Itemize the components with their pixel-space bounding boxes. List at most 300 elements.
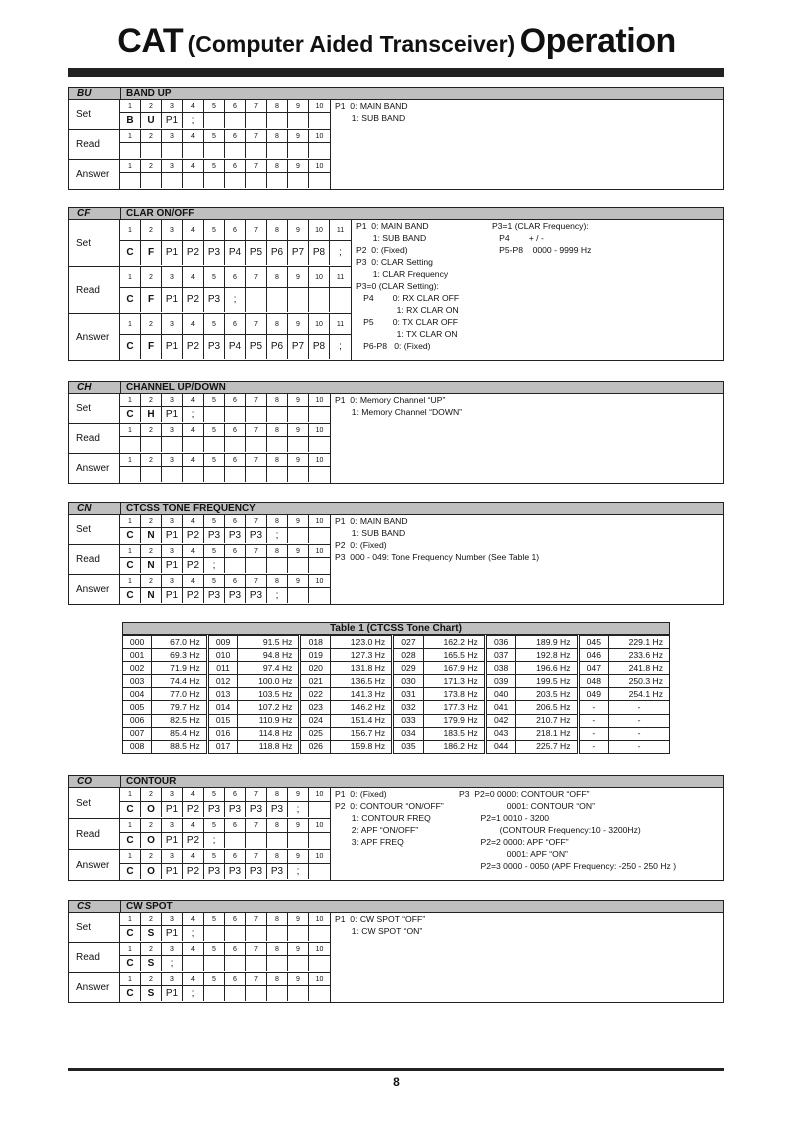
param-cell: S xyxy=(141,986,162,1001)
position-number: 10 xyxy=(309,973,330,986)
position-number: 3 xyxy=(162,545,183,558)
position-number: 8 xyxy=(267,515,288,528)
param-cell xyxy=(288,437,309,452)
position-number: 6 xyxy=(225,130,246,143)
param-cell: ; xyxy=(267,588,288,603)
position-number: 7 xyxy=(246,220,267,241)
tone-number: 035 xyxy=(393,740,424,753)
format-row xyxy=(69,130,330,160)
tone-number: 024 xyxy=(300,714,331,727)
position-number: 6 xyxy=(225,394,246,407)
page-title xyxy=(0,22,793,61)
param-cell xyxy=(204,956,225,971)
param-cell xyxy=(120,437,141,452)
position-number: 8 xyxy=(267,850,288,864)
position-number: 2 xyxy=(141,913,162,926)
position-number: 7 xyxy=(246,454,267,467)
position-number: 8 xyxy=(267,575,288,588)
position-number: 10 xyxy=(309,267,330,288)
command-code: CN xyxy=(69,503,121,514)
section-cs xyxy=(68,900,724,1003)
param-cell: ; xyxy=(339,341,342,352)
position-number: 8 xyxy=(267,545,288,558)
position-number: 9 xyxy=(288,267,309,288)
tone-number: 027 xyxy=(393,636,424,649)
param-cell xyxy=(204,926,225,941)
tone-frequency: 177.3 Hz xyxy=(423,701,485,714)
position-number: 9 xyxy=(288,575,309,588)
tone-frequency: 97.4 Hz xyxy=(238,662,300,675)
section-header xyxy=(68,207,724,220)
position-number: 9 xyxy=(288,943,309,956)
position-number: 8 xyxy=(267,788,288,802)
tone-frequency: 107.2 Hz xyxy=(238,701,300,714)
param-cell: P2 xyxy=(183,588,204,603)
position-number: 6 xyxy=(225,575,246,588)
param-cell: ; xyxy=(204,558,225,573)
param-cell xyxy=(225,558,246,573)
note-line: 1: Memory Channel “DOWN” xyxy=(335,407,463,417)
param-cell: ; xyxy=(183,926,204,941)
format-grid xyxy=(69,788,331,880)
tone-frequency: 254.1 Hz xyxy=(609,688,670,701)
param-cell xyxy=(309,802,330,817)
param-cell xyxy=(288,467,309,482)
position-number: 4 xyxy=(183,788,204,802)
param-cell xyxy=(309,956,330,971)
format-row xyxy=(69,267,351,314)
note-line: P6-P8 0: (Fixed) xyxy=(356,341,431,351)
tone-number: 015 xyxy=(207,714,238,727)
position-number: 7 xyxy=(246,819,267,833)
param-cell xyxy=(267,173,288,188)
format-grid xyxy=(69,394,331,483)
param-cells xyxy=(120,943,330,972)
param-cells xyxy=(120,973,330,1002)
param-cell: N xyxy=(141,528,162,543)
tone-frequency: 123.0 Hz xyxy=(331,636,393,649)
tone-number: 029 xyxy=(393,662,424,675)
position-number: 5 xyxy=(204,788,225,802)
tone-number: 020 xyxy=(300,662,331,675)
param-cell: ; xyxy=(288,864,309,879)
note-line: P3 P2=0 0000: CONTOUR “OFF” xyxy=(459,789,590,799)
tone-number: 014 xyxy=(207,701,238,714)
param-cell: P5 xyxy=(246,335,267,359)
position-number: 5 xyxy=(204,515,225,528)
position-number: 2 xyxy=(141,575,162,588)
tone-frequency: 196.6 Hz xyxy=(516,662,578,675)
param-cell xyxy=(225,173,246,188)
position-number: 7 xyxy=(246,575,267,588)
row-label: Set xyxy=(69,100,120,129)
param-cell: P3 xyxy=(225,802,246,817)
footer-rule xyxy=(68,1068,724,1071)
position-number: 5 xyxy=(204,394,225,407)
tone-number: 007 xyxy=(123,727,152,740)
tone-frequency: 171.3 Hz xyxy=(423,675,485,688)
tone-frequency: 189.9 Hz xyxy=(516,636,578,649)
param-cells xyxy=(120,220,351,266)
tone-number: 023 xyxy=(300,701,331,714)
note-line: P1 0: CW SPOT “OFF” xyxy=(335,914,426,924)
param-cell xyxy=(288,528,309,543)
tone-number: 006 xyxy=(123,714,152,727)
tone-frequency: 146.2 Hz xyxy=(331,701,393,714)
param-cell xyxy=(309,986,330,1001)
position-number: 6 xyxy=(225,454,246,467)
position-number: 4 xyxy=(183,973,204,986)
table-row xyxy=(123,701,670,714)
param-cell xyxy=(141,173,162,188)
note-line: 1: RX CLAR ON xyxy=(356,305,459,315)
position-number: 9 xyxy=(288,314,309,335)
tone-frequency: 233.6 Hz xyxy=(609,649,670,662)
position-number: 5 xyxy=(204,130,225,143)
param-cell: P2 xyxy=(183,802,204,817)
param-cell xyxy=(267,926,288,941)
format-row xyxy=(69,545,330,575)
param-cell: P1 xyxy=(162,241,183,265)
table-row xyxy=(123,662,670,675)
param-cell: F xyxy=(141,241,162,265)
param-cell xyxy=(204,173,225,188)
tone-number: 000 xyxy=(123,636,152,649)
param-cell: P6 xyxy=(267,335,288,359)
position-number: 10 xyxy=(309,130,330,143)
param-cell xyxy=(288,986,309,1001)
param-cell: C xyxy=(120,956,141,971)
param-cell xyxy=(246,173,267,188)
param-cell xyxy=(204,407,225,422)
note-line: 1: CLAR Frequency xyxy=(356,269,449,279)
tone-frequency: 162.2 Hz xyxy=(423,636,485,649)
tone-number: 025 xyxy=(300,727,331,740)
position-number: 4 xyxy=(183,267,204,288)
position-number: 6 xyxy=(225,100,246,113)
tone-frequency: 206.5 Hz xyxy=(516,701,578,714)
command-code: CO xyxy=(69,776,121,787)
position-number: 2 xyxy=(141,267,162,288)
table-row xyxy=(123,740,670,753)
param-cell xyxy=(288,407,309,422)
param-cell xyxy=(288,926,309,941)
param-cell xyxy=(246,467,267,482)
param-cell xyxy=(225,986,246,1001)
param-cell xyxy=(267,558,288,573)
param-cell: P1 xyxy=(162,288,183,312)
row-label: Read xyxy=(69,819,120,849)
row-label: Answer xyxy=(69,850,120,880)
position-number: 6 xyxy=(225,973,246,986)
position-number: 7 xyxy=(246,100,267,113)
format-row xyxy=(69,314,351,360)
position-number: 2 xyxy=(141,943,162,956)
command-name: CHANNEL UP/DOWN xyxy=(126,382,226,393)
param-cell: P5 xyxy=(246,241,267,265)
tone-frequency: 156.7 Hz xyxy=(331,727,393,740)
command-code: CS xyxy=(69,901,121,912)
tone-number: 002 xyxy=(123,662,152,675)
position-number: 6 xyxy=(225,913,246,926)
command-code: BU xyxy=(69,88,121,99)
tone-number: 001 xyxy=(123,649,152,662)
tone-frequency: 71.9 Hz xyxy=(152,662,208,675)
position-number: 5 xyxy=(204,267,225,288)
param-cell xyxy=(288,143,309,158)
param-cells xyxy=(120,424,330,453)
param-cell xyxy=(225,467,246,482)
param-cell xyxy=(120,467,141,482)
position-number: 10 xyxy=(309,100,330,113)
tone-number: 036 xyxy=(485,636,516,649)
position-number: 1 xyxy=(120,314,141,335)
param-cell xyxy=(225,113,246,128)
tone-number: 040 xyxy=(485,688,516,701)
tone-number: 034 xyxy=(393,727,424,740)
param-cell: C xyxy=(120,926,141,941)
param-cell xyxy=(246,407,267,422)
position-number: 3 xyxy=(162,267,183,288)
position-number: 9 xyxy=(288,130,309,143)
param-cell: P2 xyxy=(183,528,204,543)
tone-frequency: - xyxy=(609,740,670,753)
position-number: 1 xyxy=(120,515,141,528)
position-number: 2 xyxy=(141,220,162,241)
format-row xyxy=(69,913,330,943)
row-label: Set xyxy=(69,913,120,942)
tone-number: 013 xyxy=(207,688,238,701)
param-cell xyxy=(246,956,267,971)
row-label: Set xyxy=(69,220,120,266)
position-number: 7 xyxy=(246,267,267,288)
position-number: 2 xyxy=(141,100,162,113)
param-cell: B xyxy=(120,113,141,128)
param-cell xyxy=(309,588,330,603)
position-number: 2 xyxy=(141,314,162,335)
param-cell: P8 xyxy=(309,335,330,359)
table-row xyxy=(123,636,670,649)
param-cell: P3 xyxy=(225,864,246,879)
param-cell: C xyxy=(120,802,141,817)
note-line: P4 0: RX CLAR OFF xyxy=(356,293,460,303)
position-number: 10 xyxy=(309,545,330,558)
position-number: 1 xyxy=(120,850,141,864)
param-cell: P2 xyxy=(183,558,204,573)
position-number: 10 xyxy=(309,424,330,437)
param-cell: C xyxy=(120,335,141,359)
param-cell: P3 xyxy=(267,864,288,879)
tone-number: 019 xyxy=(300,649,331,662)
position-number: 3 xyxy=(162,130,183,143)
format-grid xyxy=(69,913,331,1002)
format-row xyxy=(69,424,330,454)
param-cell xyxy=(162,143,183,158)
param-cell: O xyxy=(141,833,162,848)
tone-frequency: 229.1 Hz xyxy=(609,636,670,649)
param-cells xyxy=(120,913,330,942)
param-cell xyxy=(246,113,267,128)
section-cf xyxy=(68,207,724,361)
param-cell: P7 xyxy=(288,241,309,265)
param-cell xyxy=(309,926,330,941)
param-cell: ; xyxy=(267,528,288,543)
param-cell: P3 xyxy=(246,588,267,603)
table-row xyxy=(123,727,670,740)
param-cell xyxy=(309,173,330,188)
position-number: 8 xyxy=(267,913,288,926)
param-cell xyxy=(162,437,183,452)
title-middle: (Computer Aided Transceiver) xyxy=(187,31,516,57)
tone-number: 008 xyxy=(123,740,152,753)
position-number: 10 xyxy=(309,788,330,802)
table-row xyxy=(123,714,670,727)
param-cell: C xyxy=(120,986,141,1001)
position-number: 9 xyxy=(288,424,309,437)
tone-number: 032 xyxy=(393,701,424,714)
tone-frequency: 173.8 Hz xyxy=(423,688,485,701)
position-number: 5 xyxy=(204,160,225,173)
format-row xyxy=(69,575,330,604)
param-cell: ; xyxy=(162,956,183,971)
note-line: P3 000 - 049: Tone Frequency Number (See Table 1) xyxy=(335,552,540,562)
position-number: 3 xyxy=(162,788,183,802)
note-line: P2 0: (Fixed) xyxy=(335,540,387,550)
format-row xyxy=(69,100,330,130)
tone-frequency: - xyxy=(609,727,670,740)
tone-frequency: 167.9 Hz xyxy=(423,662,485,675)
param-cell: C xyxy=(120,288,141,312)
param-cell: ; xyxy=(183,113,204,128)
position-number: 5 xyxy=(204,545,225,558)
tone-frequency: 241.8 Hz xyxy=(609,662,670,675)
param-cell: P2 xyxy=(183,335,204,359)
tone-frequency: 118.8 Hz xyxy=(238,740,300,753)
param-cell xyxy=(288,833,309,848)
note-line: P3=0 (CLAR Setting): xyxy=(356,281,439,291)
section-header xyxy=(68,900,724,913)
position-number: 9 xyxy=(288,819,309,833)
position-number: 4 xyxy=(183,943,204,956)
note-line: P1 0: (Fixed) xyxy=(335,789,387,799)
position-number: 10 xyxy=(309,515,330,528)
title-cat: CAT xyxy=(117,22,184,60)
position-number: 4 xyxy=(183,913,204,926)
param-cell: P1 xyxy=(162,926,183,941)
param-cell xyxy=(288,113,309,128)
param-cells xyxy=(120,130,330,159)
note-line: 1: TX CLAR ON xyxy=(356,329,458,339)
param-cell xyxy=(246,143,267,158)
param-cell xyxy=(246,288,267,312)
param-cell: P3 xyxy=(246,864,267,879)
tone-number: 005 xyxy=(123,701,152,714)
param-cell xyxy=(267,956,288,971)
note-line: P5 0: TX CLAR OFF xyxy=(356,317,459,327)
note-line: P2=3 0000 - 0050 (APF Frequency: -250 - 250 Hz ) xyxy=(459,861,677,871)
position-number: 1 xyxy=(120,788,141,802)
param-cell: P8 xyxy=(309,241,330,265)
row-label: Answer xyxy=(69,454,120,483)
position-number: 2 xyxy=(141,788,162,802)
position-number: 6 xyxy=(225,943,246,956)
tone-frequency: 77.0 Hz xyxy=(152,688,208,701)
row-label: Read xyxy=(69,943,120,972)
position-number: 2 xyxy=(141,130,162,143)
param-cell: S xyxy=(141,926,162,941)
section-co xyxy=(68,775,724,881)
position-number: 5 xyxy=(204,575,225,588)
param-cell: N xyxy=(141,588,162,603)
position-number: 4 xyxy=(183,220,204,241)
format-grid xyxy=(69,100,331,189)
position-number: 9 xyxy=(288,913,309,926)
position-number: 3 xyxy=(162,100,183,113)
tone-frequency: 218.1 Hz xyxy=(516,727,578,740)
position-number: 4 xyxy=(183,819,204,833)
param-cells xyxy=(120,575,330,604)
tone-number: - xyxy=(578,727,609,740)
param-cells xyxy=(120,850,330,880)
param-cell xyxy=(309,864,330,879)
param-cell: P1 xyxy=(162,864,183,879)
row-label: Set xyxy=(69,515,120,544)
param-cells xyxy=(120,267,351,313)
section-header xyxy=(68,87,724,100)
tone-number: 011 xyxy=(207,662,238,675)
position-number: 5 xyxy=(204,454,225,467)
position-number: 2 xyxy=(141,545,162,558)
note-line: P2 0: CONTOUR “ON/OFF” xyxy=(335,801,444,811)
tone-frequency: 114.8 Hz xyxy=(238,727,300,740)
tone-frequency: - xyxy=(609,714,670,727)
position-number: 10 xyxy=(309,314,330,335)
position-number: 7 xyxy=(246,850,267,864)
note-line: 1: CONTOUR FREQ xyxy=(335,813,431,823)
param-cells xyxy=(120,314,351,360)
param-cell: ; xyxy=(288,802,309,817)
position-number: 6 xyxy=(225,314,246,335)
param-cells xyxy=(120,788,330,818)
param-cell: P3 xyxy=(204,528,225,543)
param-cell xyxy=(183,467,204,482)
format-row xyxy=(69,454,330,483)
position-number: 2 xyxy=(141,850,162,864)
position-number: 1 xyxy=(120,424,141,437)
row-label: Set xyxy=(69,394,120,423)
tone-number: 044 xyxy=(485,740,516,753)
param-cell xyxy=(288,173,309,188)
position-number: 6 xyxy=(225,160,246,173)
position-number: 5 xyxy=(204,943,225,956)
tone-number: 033 xyxy=(393,714,424,727)
param-cells xyxy=(120,819,330,849)
param-cell: P1 xyxy=(162,833,183,848)
param-cell: P2 xyxy=(183,833,204,848)
param-cell xyxy=(225,833,246,848)
position-number: 3 xyxy=(162,454,183,467)
position-number: 2 xyxy=(141,160,162,173)
param-cell xyxy=(309,558,330,573)
note-line: P3 0: CLAR Setting xyxy=(356,257,433,267)
row-label: Read xyxy=(69,267,120,313)
format-row xyxy=(69,850,330,880)
position-number: 1 xyxy=(120,575,141,588)
row-label: Answer xyxy=(69,973,120,1002)
format-row xyxy=(69,394,330,424)
param-cell: P2 xyxy=(183,864,204,879)
tone-frequency: 186.2 Hz xyxy=(423,740,485,753)
